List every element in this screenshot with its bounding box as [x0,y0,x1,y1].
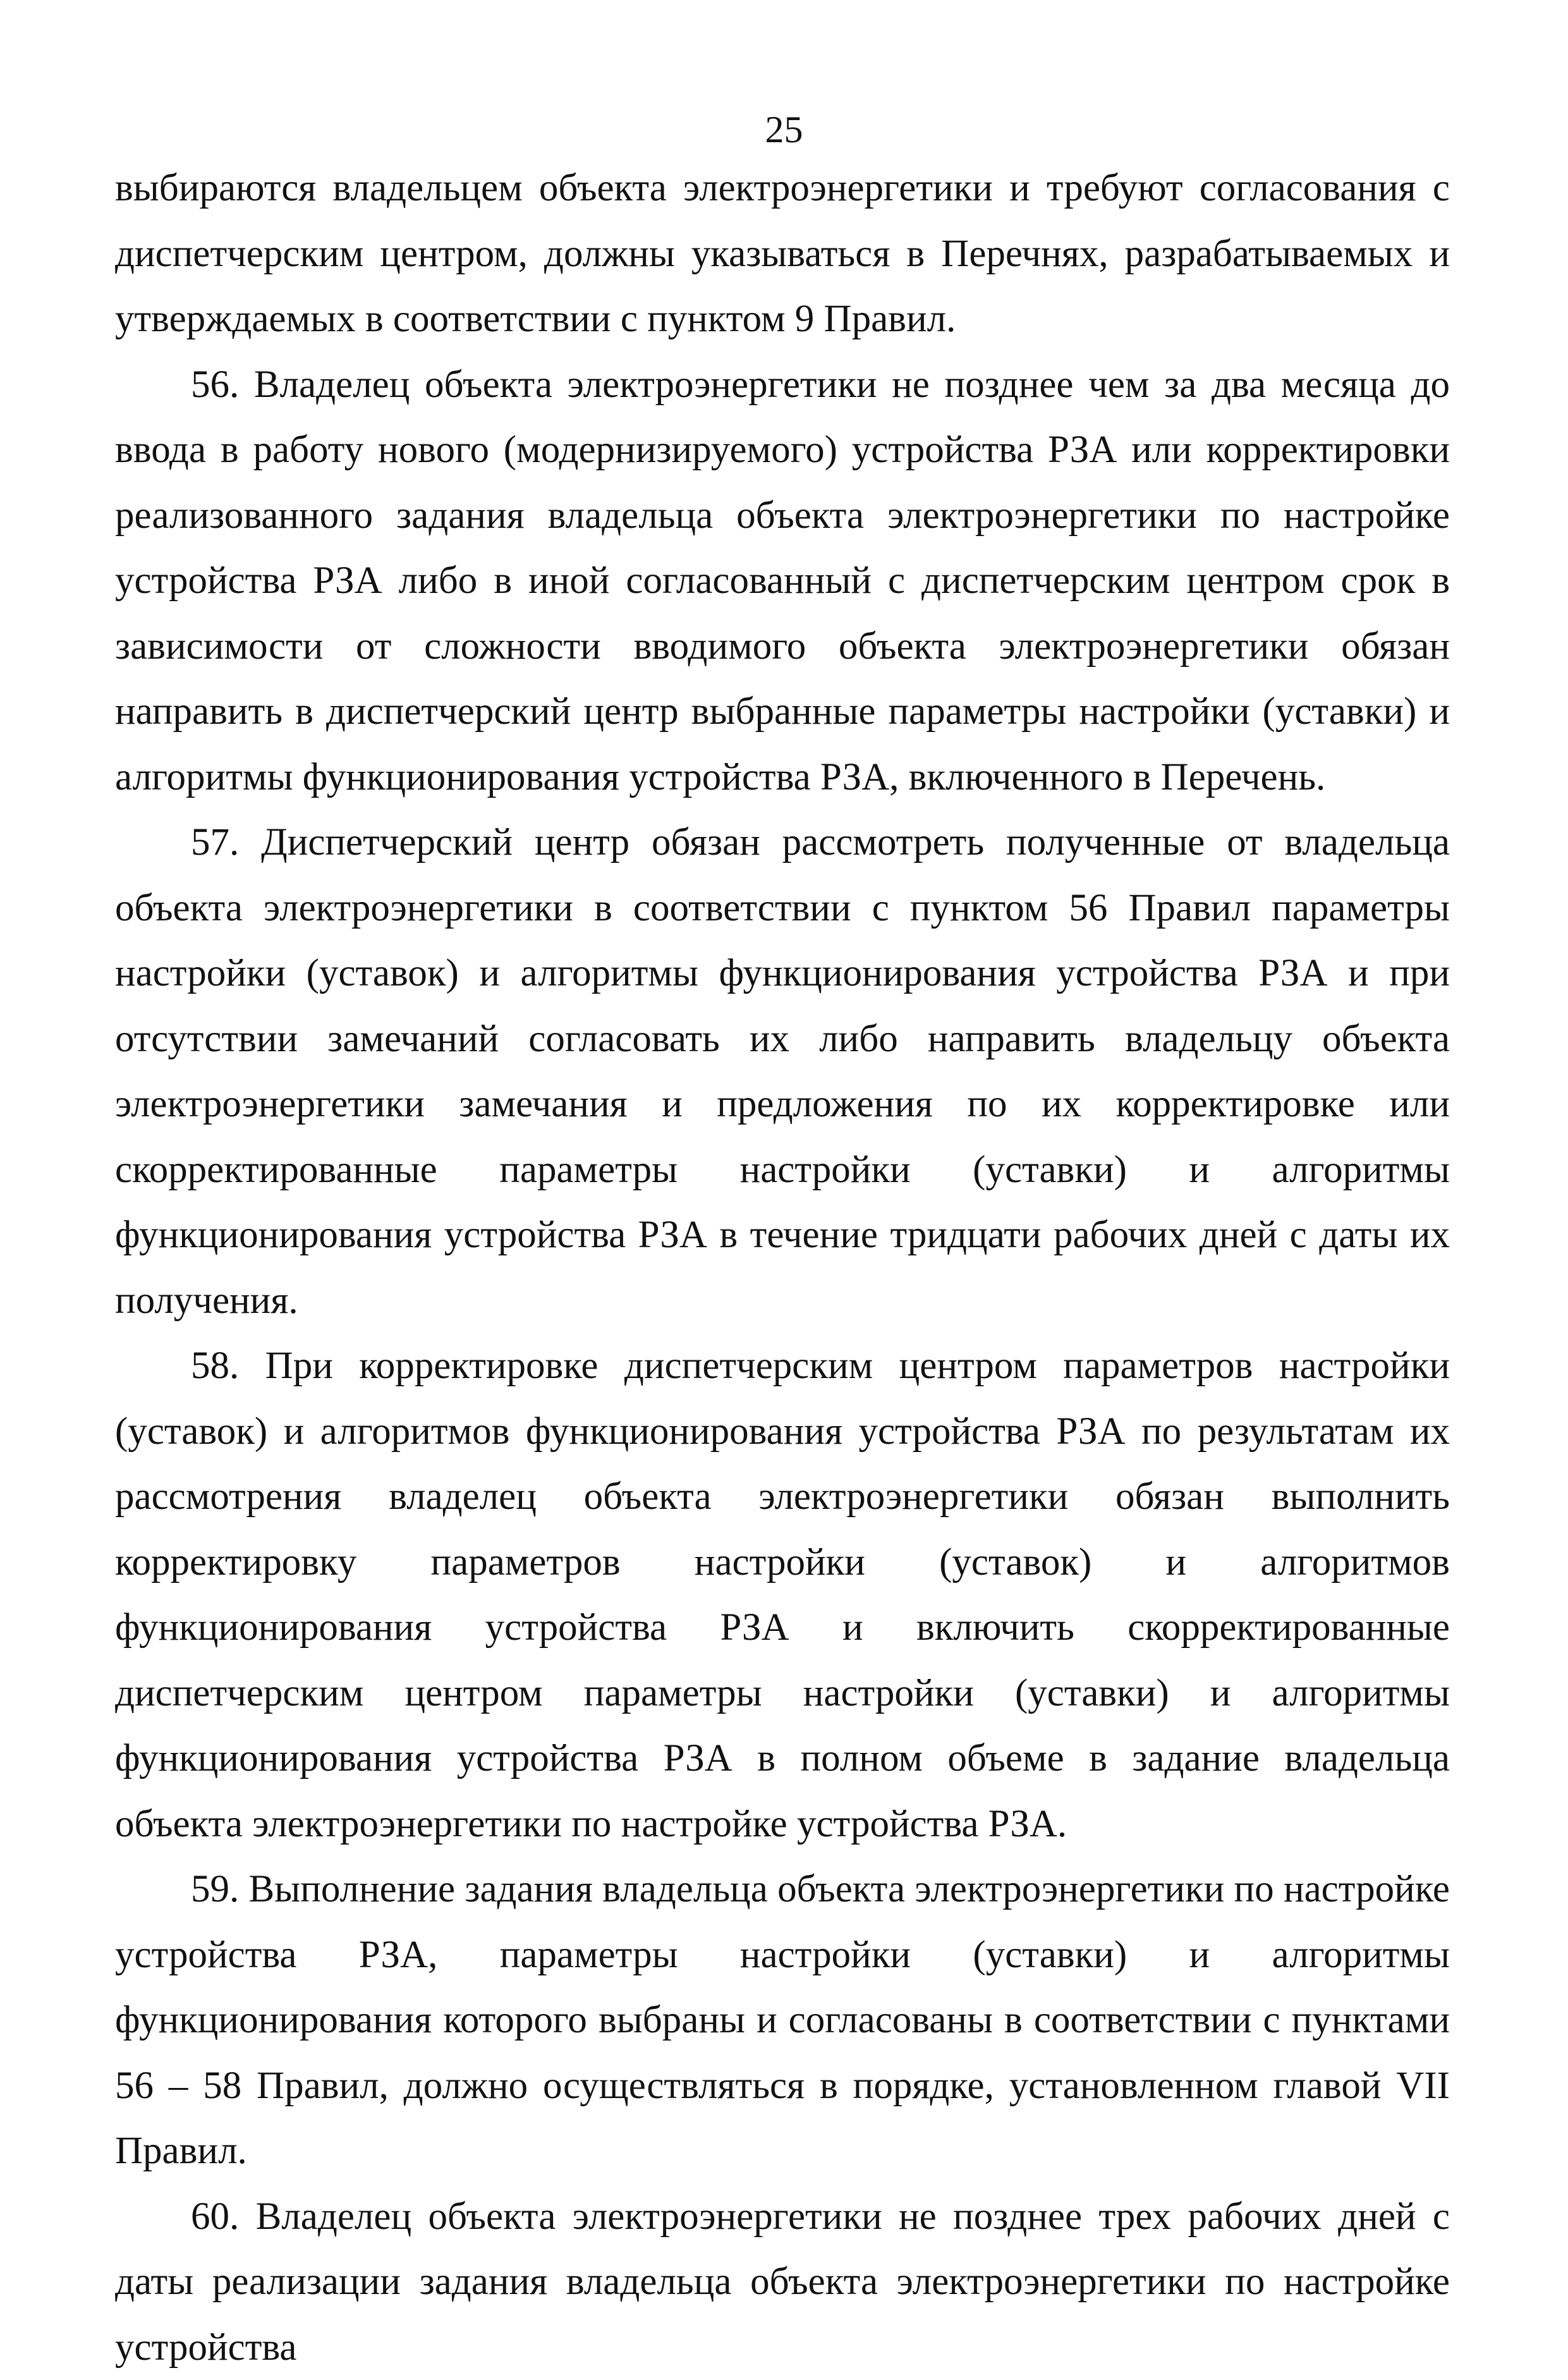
paragraph-58: 58. При корректировке диспетчерским центром параметров настройки (уставок) и алгоритмов функционирования устройства РЗА по результатам их рассмотрения владелец объекта электроэнергетики обязан выполнить корректировку параметров настройки (уставок) и алгоритмов функционирования устройства РЗА и включить скорректированные диспетчерским центром параметры настройки (уставки) и алгоритмы функционирования устройства РЗА в полном объеме в задание владельца объекта электроэнергетики по настройке устройства РЗА. [115,1333,1450,1857]
document-body [115,156,1450,2380]
paragraph-continuation: выбираются владельцем объекта электроэнергетики и требуют согласования с диспетчерским центром, должны указываться в Перечнях, разрабатываемых и утверждаемых в соответствии с пунктом 9 Правил. [115,156,1450,352]
page-number: 25 [0,104,1568,155]
paragraph-59: 59. Выполнение задания владельца объекта электроэнергетики по настройке устройства РЗА, параметры настройки (уставки) и алгоритмы функционирования которого выбраны и согласованы в соответствии с пунктами 56 – 58 Правил, должно осуществляться в порядке, установленном главой VII Правил. [115,1857,1450,2184]
paragraph-57: 57. Диспетчерский центр обязан рассмотреть полученные от владельца объекта электроэнергетики в соответствии с пунктом 56 Правил параметры настройки (уставок) и алгоритмы функционирования устройства РЗА и при отсутствии замечаний согласовать их либо направить владельцу объекта электроэнергетики замечания и предложения по их корректировке или скорректированные параметры настройки (уставки) и алгоритмы функционирования устройства РЗА в течение тридцати рабочих дней с даты их получения. [115,810,1450,1333]
paragraph-56: 56. Владелец объекта электроэнергетики не позднее чем за два месяца до ввода в работу нового (модернизируемого) устройства РЗА или корректировки реализованного задания владельца объекта электроэнергетики по настройке устройства РЗА либо в иной согласованный с диспетчерским центром срок в зависимости от сложности вводимого объекта электроэнергетики обязан направить в диспетчерский центр выбранные параметры настройки (уставки) и алгоритмы функционирования устройства РЗА, включенного в Перечень. [115,352,1450,810]
paragraph-60: 60. Владелец объекта электроэнергетики не позднее трех рабочих дней с даты реализации задания владельца объекта электроэнергетики по настройке устройства [115,2184,1450,2380]
